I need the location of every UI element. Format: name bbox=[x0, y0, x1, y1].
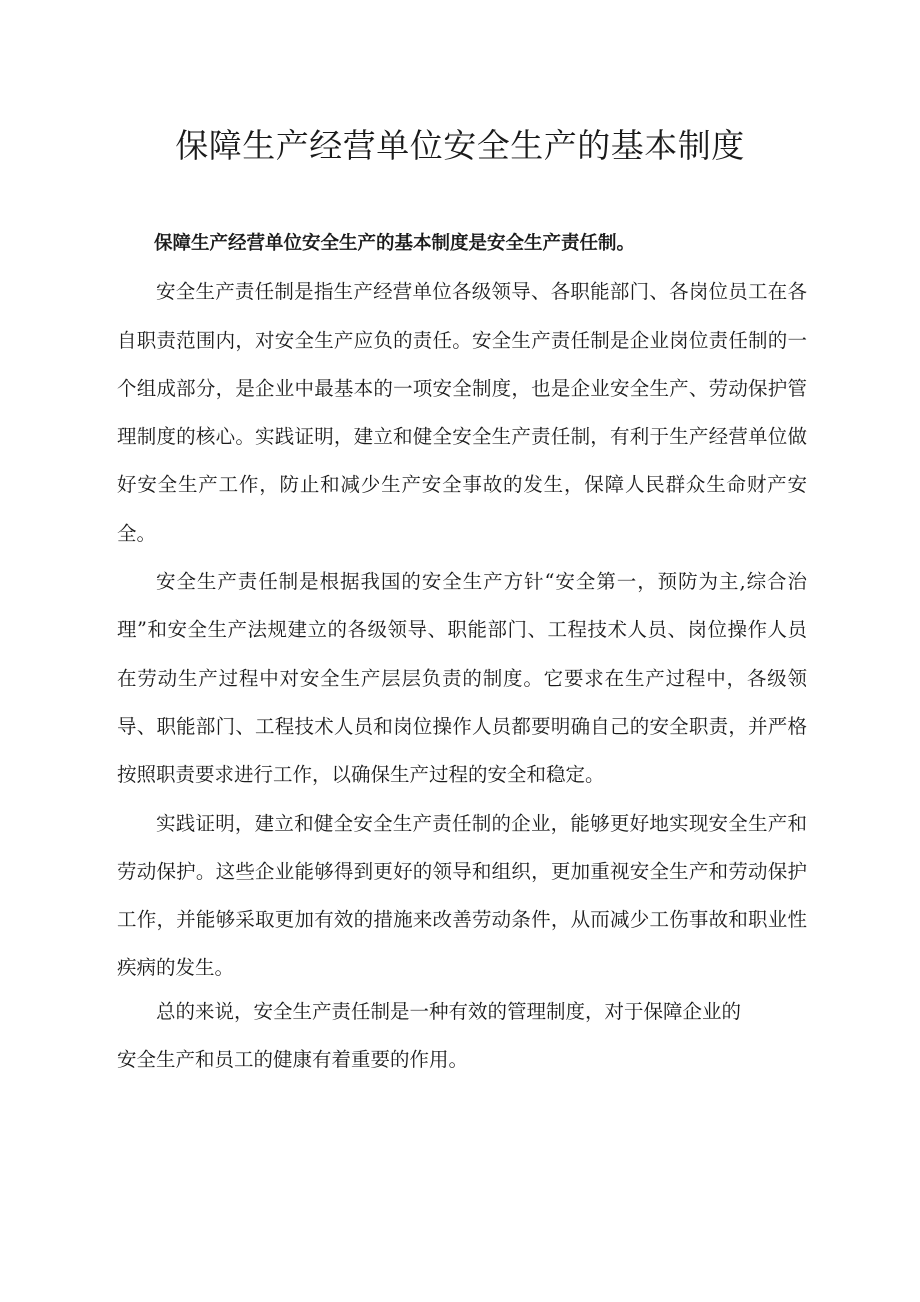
paragraph-basis: 安全生产责任制是根据我国的安全生产方针“安全第一，预防为主,综合治理”和安全生产法规建立的各级领导、职能部门、工程技术人员、岗位操作人员在劳动生产过程中对安全生产层层负责的制度。它要求在生产过程中，各级领导、职能部门、工程技术人员和岗位操作人员都要明确自己的安全职责，并严格按照职责要求进行工作，以确保生产过程的安全和稳定。 bbox=[117, 570, 807, 787]
paragraph-definition: 安全生产责任制是指生产经营单位各级领导、各职能部门、各岗位员工在各自职责范围内，对安全生产应负的责任。安全生产责任制是企业岗位责任制的一个组成部分，是企业中最基本的一项安全制度，也是企业安全生产、劳动保护管理制度的核心。实践证明，建立和健全安全生产责任制，有利于生产经营单位做好安全生产工作，防止和减少生产安全事故的发生，保障人民群众生命财产安全。 bbox=[117, 280, 807, 545]
closing-paragraph bbox=[117, 988, 807, 1084]
paragraph-evidence: 实践证明，建立和健全安全生产责任制的企业，能够更好地实现安全生产和劳动保护。这些企业能够得到更好的领导和组织，更加重视安全生产和劳动保护工作，并能够采取更加有效的措施来改善劳动条件，从而减少工伤事故和职业性疾病的发生。 bbox=[117, 811, 807, 980]
document-body bbox=[117, 220, 807, 993]
closing-line-2: 安全生产和员工的健康有着重要的作用。 bbox=[117, 1048, 469, 1071]
document-title: 保障生产经营单位安全生产的基本制度 bbox=[175, 126, 745, 165]
closing-line-1: 总的来说，安全生产责任制是一种有效的管理制度，对于保障企业的 bbox=[156, 1000, 742, 1023]
lead-paragraph: 保障生产经营单位安全生产的基本制度是安全生产责任制。 bbox=[154, 233, 636, 254]
